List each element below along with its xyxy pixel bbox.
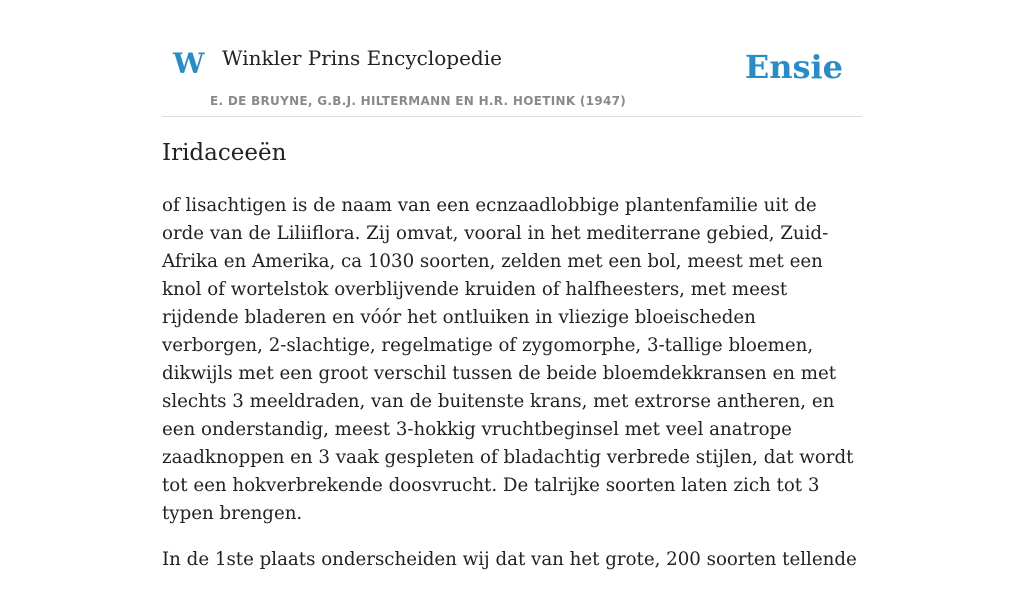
- publication-title[interactable]: Winkler Prins Encyclopedie: [222, 46, 502, 70]
- brand-logo[interactable]: Ensie: [744, 48, 843, 86]
- article-title: Iridaceeën: [162, 140, 287, 166]
- article-body: [162, 192, 862, 592]
- publication-authors: E. DE BRUYNE, G.B.J. HILTERMANN EN H.R. HOETINK (1947): [210, 94, 627, 108]
- article-paragraph: of lisachtigen is de naam van een ecnzaadlobbige plantenfamilie uit de orde van de Liliiflora. Zij omvat, vooral in het mediterrane gebied, Zuid-Afrika en Amerika, ca 1030 soorten, zelden met een bol, meest met een knol of wortelstok overblijvende kruiden of halfheesters, met meest rijdende bladeren en vóór het ontluiken in vliezige bloeischeden verborgen, 2-slachtige, regelmatige of zygomorphe, 3-tallige bloemen, dikwijls met een groot verschil tussen de beide bloemdekkransen en met slechts 3 meeldraden, van de buitenste krans, met extrorse antheren, en een onderstandig, meest 3-hokkig vruchtbeginsel met veel anatrope zaadknoppen en 3 vaak gespleten of bladachtig verbrede stijlen, dat wordt tot een hokverbrekende doosvrucht. De talrijke soorten laten zich tot 3 typen brengen.: [162, 195, 854, 524]
- article-paragraph: In de 1ste plaats onderscheiden wij dat van het grote, 200 soorten tellende: [162, 549, 857, 570]
- logo-w-icon[interactable]: W: [173, 47, 205, 80]
- site-header: [162, 0, 862, 117]
- page: [162, 0, 862, 570]
